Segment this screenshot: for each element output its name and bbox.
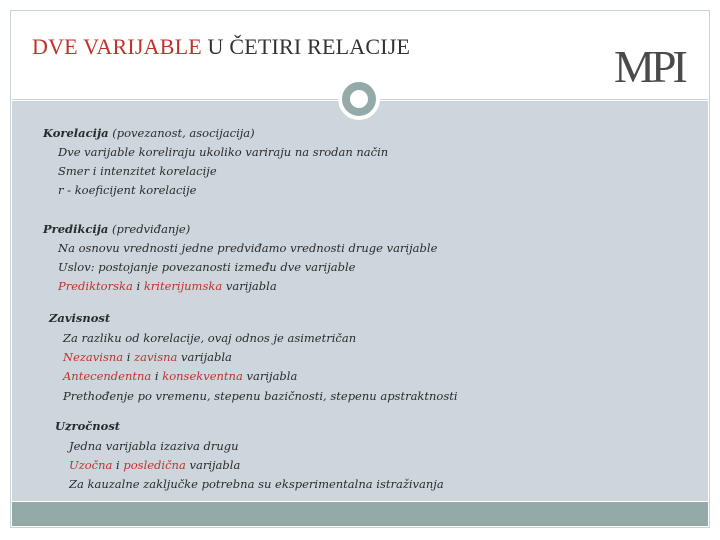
slide-title xyxy=(32,34,410,60)
term-antecendentna: Antecendentna xyxy=(63,369,152,383)
predikcija-heading-line xyxy=(43,222,190,236)
predikcija-note: (predviđanje) xyxy=(108,222,191,236)
korelacija-heading-line xyxy=(43,126,255,140)
uzrocnost-line-1: Jedna varijabla izaziva drugu xyxy=(69,439,239,453)
term-zavisna: zavisna xyxy=(134,350,178,364)
title-red-part: DVE VARIJABLE xyxy=(32,34,202,59)
korelacija-line-2: Smer i intenzitet korelacije xyxy=(58,164,217,178)
footer-bar xyxy=(12,502,708,526)
zavisnost-line-1: Za razliku od korelacije, ovaj odnos je asimetričan xyxy=(63,331,357,345)
mpi-logo: MPI xyxy=(614,41,684,92)
korelacija-heading: Korelacija xyxy=(43,126,109,140)
term-konsekventna: konsekventna xyxy=(162,369,243,383)
predikcija-line-3: Prediktorska i kriterijumska varijabla xyxy=(58,279,277,293)
zavisnost-line-2: Nezavisna i zavisna varijabla xyxy=(63,350,232,364)
korelacija-line-3: r - koeficijent korelacije xyxy=(58,183,197,197)
ring-ornament-icon xyxy=(338,78,380,120)
korelacija-note: (povezanost, asocijacija) xyxy=(108,126,255,140)
uzrocnost-line-3: Za kauzalne zaključke potrebna su eksperimentalna istraživanja xyxy=(69,477,444,491)
term-posledicna: posledična xyxy=(123,458,186,472)
term-uzocna: Uzočna xyxy=(69,458,113,472)
uzrocnost-line-2: Uzočna i posledična varijabla xyxy=(69,458,241,472)
term-kriterijumska: kriterijumska xyxy=(143,279,223,293)
predikcija-heading: Predikcija xyxy=(43,222,109,236)
title-dark-part: U ČETIRI RELACIJE xyxy=(201,34,411,59)
zavisnost-line-3: Antecendentna i konsekventna varijabla xyxy=(63,369,298,383)
korelacija-line-1: Dve varijable koreliraju ukoliko variraju na srodan način xyxy=(58,145,389,159)
term-prediktorska: Prediktorska xyxy=(58,279,133,293)
zavisnost-line-4: Prethođenje po vremenu, stepenu bazičnosti, stepenu apstraktnosti xyxy=(63,389,458,403)
zavisnost-heading: Zavisnost xyxy=(49,311,111,325)
uzrocnost-heading: Uzročnost xyxy=(55,419,121,433)
predikcija-line-2: Uslov: postojanje povezanosti između dve varijable xyxy=(58,260,356,274)
predikcija-line-1: Na osnovu vrednosti jedne predviđamo vrednosti druge varijable xyxy=(58,241,438,255)
term-nezavisna: Nezavisna xyxy=(63,350,124,364)
